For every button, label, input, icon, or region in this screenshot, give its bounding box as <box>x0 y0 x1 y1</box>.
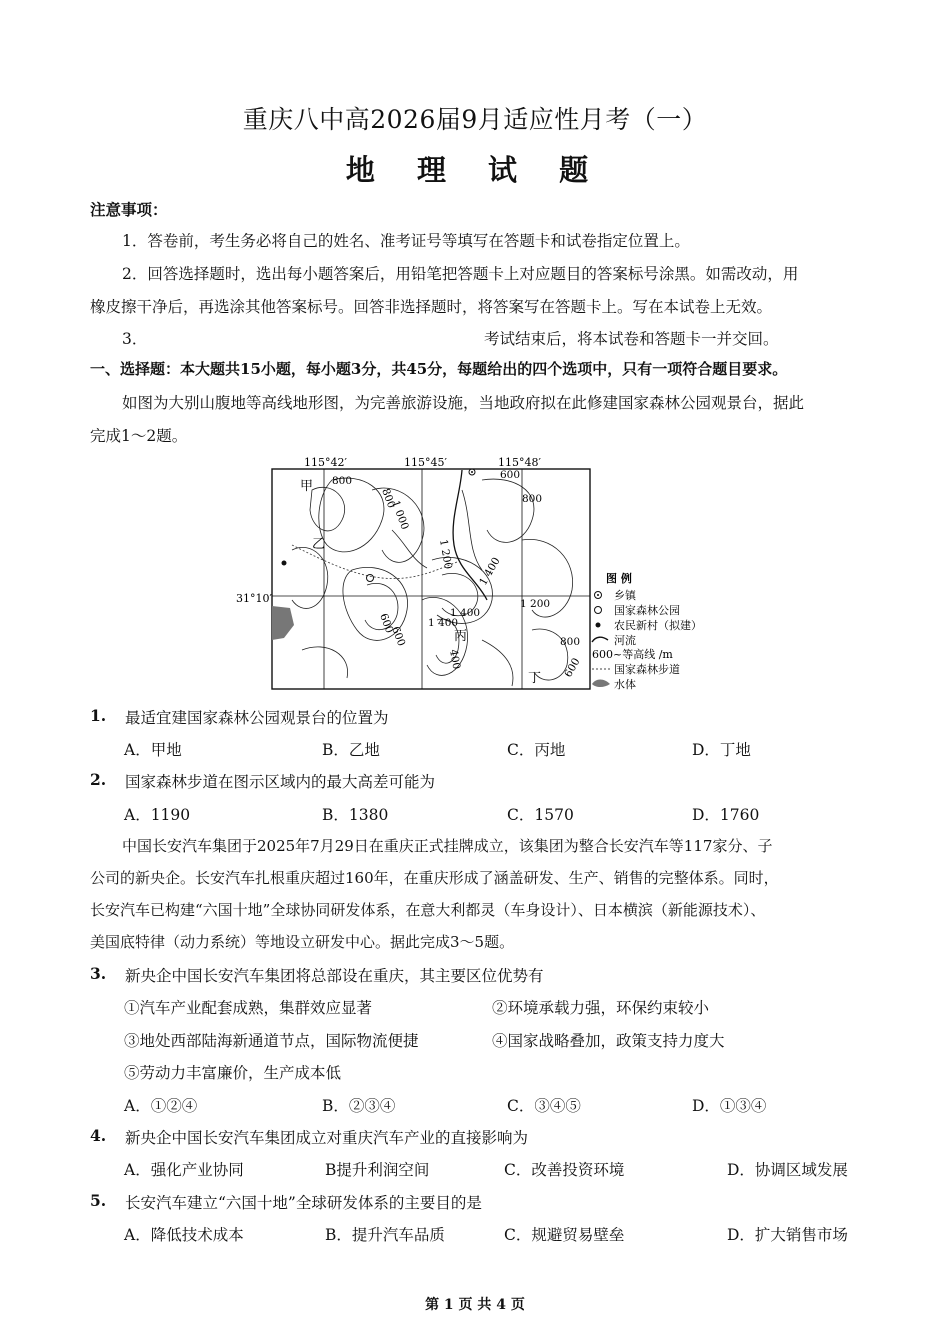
lon-label: 115°48′ <box>498 456 541 469</box>
question-3-option-b[interactable]: B．②③④ <box>322 1097 396 1115</box>
question-2-option-b[interactable]: B．1380 <box>322 806 389 824</box>
notes-item-2-line-2: 橡皮擦干净后，再选涂其他答案标号。回答非选择题时，将答案写在答题卡上。写在本试卷上无效。 <box>90 298 773 316</box>
legend-item: 农民新村（拟建） <box>614 619 702 632</box>
lat-label: 31°10′ <box>236 592 272 605</box>
legend-water-icon <box>592 680 610 688</box>
section-1-intro-line-2: 完成1～2题。 <box>90 427 188 445</box>
contour-label: 400 <box>447 648 463 671</box>
question-4-option-d[interactable]: D．协调区域发展 <box>727 1161 848 1179</box>
question-5-option-b[interactable]: B．提升汽车品质 <box>325 1226 445 1244</box>
notes-item-3-number: 3． <box>122 330 148 348</box>
legend-town-icon-dot <box>597 594 599 596</box>
passage-line-2: 公司的新央企。长安汽车扎根重庆超过160年，在重庆形成了涵盖研发、生产、销售的完整体系。同时， <box>90 869 779 887</box>
contour-label: 600 <box>500 469 521 481</box>
contour-label: 800 <box>522 493 543 505</box>
contour-label: 800 <box>560 636 581 648</box>
page-footer: 第 1 页 共 4 页 <box>425 1297 525 1313</box>
question-1-option-d[interactable]: D．丁地 <box>692 741 751 759</box>
question-3-stem: 新央企中国长安汽车集团将总部设在重庆，其主要区位优势有 <box>125 967 544 985</box>
contour-label: 600 <box>389 624 408 648</box>
question-1-number: 1. <box>90 706 107 725</box>
question-3-number: 3. <box>90 964 107 983</box>
question-2-option-d[interactable]: D．1760 <box>692 806 760 824</box>
contour-label: 600 <box>377 611 396 635</box>
question-4-option-a[interactable]: A．强化产业协同 <box>124 1161 244 1179</box>
legend-item: 国家森林步道 <box>614 663 680 676</box>
question-5-option-c[interactable]: C．规避贸易壁垒 <box>504 1226 625 1244</box>
question-5-stem: 长安汽车建立“六国十地”全球研发体系的主要目的是 <box>125 1194 482 1212</box>
legend-title: 图 例 <box>606 572 632 585</box>
notes-item-1: 1．答卷前，考生务必将自己的姓名、准考证号等填写在答题卡和试卷指定位置上。 <box>122 232 690 250</box>
question-2-option-c[interactable]: C．1570 <box>507 806 574 824</box>
question-3-statement-2: ②环境承载力强，环保约束较小 <box>492 999 710 1017</box>
page-subtitle: 地 理 试 题 <box>345 153 605 187</box>
question-4-option-b[interactable]: B提升利润空间 <box>325 1161 430 1179</box>
contour-label: 1 400 <box>428 617 459 629</box>
place-label-jia: 甲 <box>300 479 314 494</box>
question-2-stem: 国家森林步道在图示区域内的最大高差可能为 <box>125 773 436 791</box>
question-4-stem: 新央企中国长安汽车集团成立对重庆汽车产业的直接影响为 <box>125 1129 529 1147</box>
place-label-bing: 丙 <box>454 629 468 644</box>
legend-item: 600~等高线 /m <box>592 648 673 661</box>
question-1-option-a[interactable]: A．甲地 <box>124 741 182 759</box>
place-label-yi: 乙 <box>312 537 326 552</box>
legend-item: 国家森林公园 <box>614 604 680 617</box>
contour-label: 1 000 <box>389 498 411 532</box>
section-1-heading: 一、选择题：本大题共15小题，每小题3分，共45分，每题给出的四个选项中，只有一项符合题目要求。 <box>90 360 788 378</box>
passage-line-1: 中国长安汽车集团于2025年7月29日在重庆正式挂牌成立，该集团为整合长安汽车等117家分、子 <box>122 837 773 855</box>
page-title: 重庆八中高2026届9月适应性月考（一） <box>242 105 708 134</box>
question-4-number: 4. <box>90 1126 107 1145</box>
legend-village-icon <box>596 623 601 628</box>
question-5-option-d[interactable]: D．扩大销售市场 <box>727 1226 848 1244</box>
legend-item: 水体 <box>614 678 636 691</box>
contour-label: 800 <box>379 486 398 510</box>
legend-item: 河流 <box>614 634 636 647</box>
question-3-option-c[interactable]: C．③④⑤ <box>507 1097 581 1115</box>
legend-park-icon <box>595 607 602 614</box>
lon-label: 115°45′ <box>404 456 447 469</box>
notes-item-2-line-1: 2．回答选择题时，选出每小题答案后，用铅笔把答题卡上对应题目的答案标号涂黑。如需改动，用 <box>122 265 799 283</box>
contour-label: 1 200 <box>520 598 551 610</box>
question-3-statement-3: ③地处西部陆海新通道节点，国际物流便捷 <box>124 1032 419 1050</box>
map-frame <box>272 469 590 689</box>
town-icon-dot <box>471 471 473 473</box>
question-3-statement-1: ①汽车产业配套成熟，集群效应显著 <box>124 999 373 1017</box>
contour-label: 800 <box>332 475 353 487</box>
question-2-option-a[interactable]: A．1190 <box>124 806 191 824</box>
contour-label: 1 400 <box>450 607 481 619</box>
new-village-icon <box>282 561 287 566</box>
place-label-ding: 丁 <box>528 671 542 686</box>
contour-map <box>232 450 712 695</box>
question-3-option-a[interactable]: A．①②④ <box>124 1097 198 1115</box>
passage-line-3: 长安汽车已构建“六国十地”全球协同研发体系，在意大利都灵（车身设计）、日本横滨（新能源技术）、 <box>90 901 766 919</box>
question-3-statement-4: ④国家战略叠加，政策支持力度大 <box>492 1032 725 1050</box>
question-1-stem: 最适宜建国家森林公园观景台的位置为 <box>125 709 389 727</box>
contour-label: 600 <box>562 656 583 680</box>
question-3-statement-5: ⑤劳动力丰富廉价，生产成本低 <box>124 1064 342 1082</box>
legend-item: 乡镇 <box>614 589 636 602</box>
question-5-option-a[interactable]: A．降低技术成本 <box>124 1226 244 1244</box>
question-3-option-d[interactable]: D．①③④ <box>692 1097 767 1115</box>
section-1-intro-line-1: 如图为大别山腹地等高线地形图，为完善旅游设施，当地政府拟在此修建国家森林公园观景台，据此 <box>122 394 805 412</box>
question-1-option-b[interactable]: B．乙地 <box>322 741 380 759</box>
notes-heading: 注意事项： <box>90 200 168 219</box>
lon-label: 115°42′ <box>304 456 347 469</box>
passage-line-4: 美国底特律（动力系统）等地设立研发中心。据此完成3～5题。 <box>90 933 515 951</box>
question-5-number: 5. <box>90 1191 107 1210</box>
question-4-option-c[interactable]: C．改善投资环境 <box>504 1161 625 1179</box>
question-2-number: 2. <box>90 770 107 789</box>
contour-label: 1 200 <box>437 538 455 571</box>
notes-item-3-text: 考试结束后，将本试卷和答题卡一并交回。 <box>484 330 779 348</box>
question-1-option-c[interactable]: C．丙地 <box>507 741 566 759</box>
map-legend <box>592 571 702 691</box>
contour-label: 1 400 <box>477 555 503 588</box>
legend-river-icon <box>592 637 608 642</box>
